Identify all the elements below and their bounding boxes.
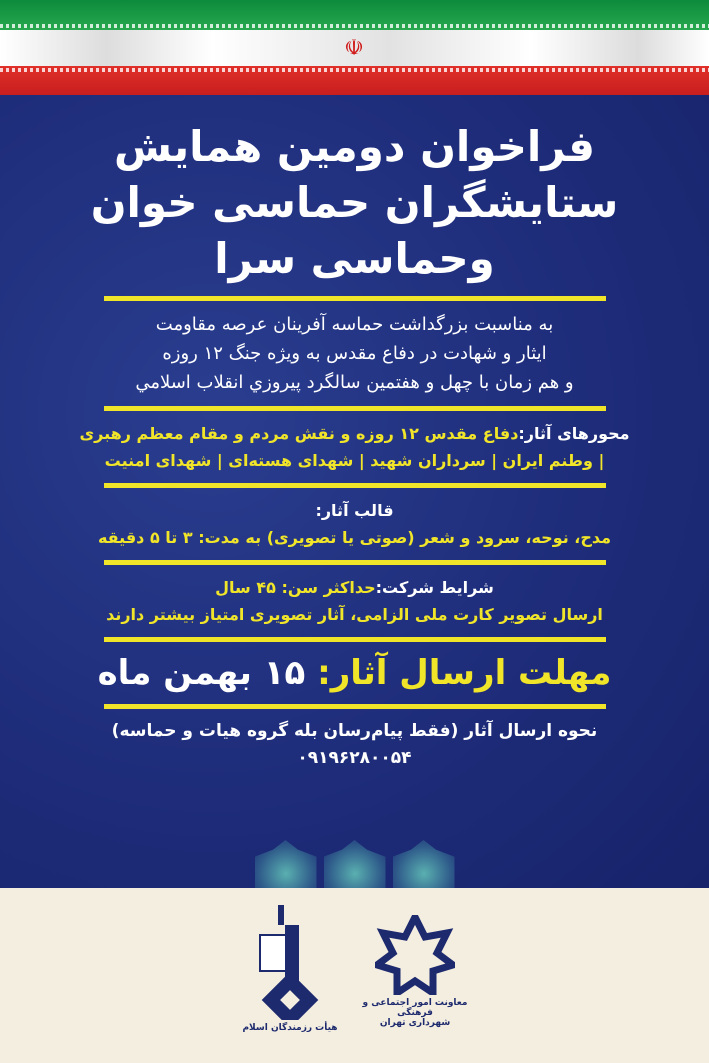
divider [104, 637, 606, 642]
tile-ornament-icon [393, 840, 455, 888]
submission-section [60, 718, 650, 772]
tehran-municipality-logo [355, 915, 475, 1028]
intro-line: ایثار و شهادت در دفاع مقدس به ویژه جنگ ۱۲ روزه [162, 343, 547, 364]
tehran-municipality-star-icon [375, 915, 455, 995]
poster-background [0, 95, 709, 888]
divider [104, 560, 606, 565]
themes-section [60, 420, 650, 474]
divider [104, 406, 606, 411]
deadline-label: مهلت ارسال آثار: [317, 653, 612, 693]
deadline-date: ۱۵ بهمن ماه [97, 653, 306, 693]
municipality-caption-2: شهرداری تهران [379, 1018, 451, 1028]
iran-flag-banner [0, 0, 709, 95]
format-section [60, 497, 650, 551]
divider [104, 296, 606, 301]
phone-number: ۰۹۱۹۶۲۸۰۰۵۴ [297, 748, 412, 768]
intro-line: و هم زمان با چهل و هفتمین سالگرد پیروزي انقلاب اسلامي [135, 372, 574, 393]
conditions-age: حداکثر سن: ۴۵ سال [215, 578, 376, 597]
razmandegan-caption: هیأت رزمندگان اسلام [242, 1023, 338, 1033]
title-line-1: فراخوان دومین همایش [114, 122, 595, 171]
divider [104, 704, 606, 709]
decorative-tiles [255, 840, 455, 888]
intro-text [60, 310, 650, 397]
themes-line-2: | وطنم ایران | سرداران شهید | شهدای هسته‌ای | شهدای امنیت [104, 451, 605, 470]
submission-text: نحوه ارسال آثار (فقط پیام‌رسان بله گروه هیات و حماسه) [111, 721, 598, 741]
themes-line-1: دفاع مقدس ۱۲ روزه و نقش مردم و مقام معظم رهبری [79, 424, 519, 443]
themes-label: محورهای آثار: [518, 424, 630, 443]
flag-takbir-border [0, 24, 709, 28]
intro-line: به مناسبت بزرگداشت حماسه آفرینان عرصه مقاومت [155, 314, 554, 335]
format-text: مدح، نوحه، سرود و شعر (صوتی یا تصویری) به مدت: ۳ تا ۵ دقیقه [97, 528, 612, 547]
poster-title [60, 119, 650, 287]
razmandegan-emblem-icon [250, 905, 330, 1020]
iran-emblem-icon: ☫ [344, 36, 364, 61]
deadline [60, 651, 650, 695]
divider [104, 483, 606, 488]
razmandegan-logo [240, 905, 340, 1033]
tile-ornament-icon [255, 840, 317, 888]
conditions-note: ارسال تصویر کارت ملی الزامی، آثار تصویری امتیاز بیشتر دارند [106, 605, 603, 624]
tile-ornament-icon [324, 840, 386, 888]
flag-takbir-border [0, 68, 709, 72]
municipality-caption-1: معاونت امور اجتماعی و فرهنگی [362, 998, 468, 1018]
title-line-2: ستایشگران حماسی خوان [90, 178, 619, 227]
format-label: قالب آثار: [315, 501, 394, 520]
conditions-section [60, 574, 650, 628]
conditions-label: شرایط شرکت: [375, 578, 494, 597]
title-line-3: وحماسی سرا [214, 234, 495, 283]
